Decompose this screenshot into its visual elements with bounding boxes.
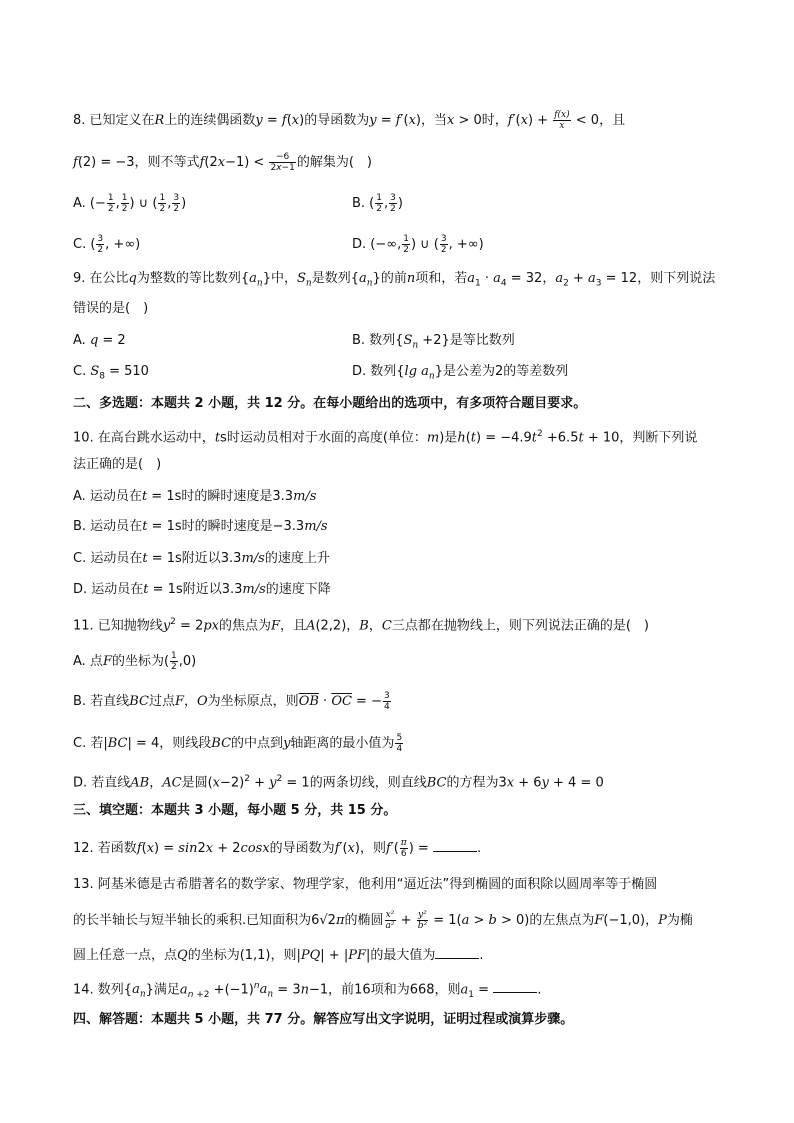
q13-line1: 13. 阿基米德是古希腊著名的数学家、物理学家，他利用“逼近法”得到椭圆的面积除以圆周率等于椭圆 [73,877,658,892]
q10-option-a: A. 运动员在t = 1s时的瞬时速度是3.3m/s [73,489,317,504]
q13-line3: 圆上任意一点，点Q的坐标为(1,1)，则|PQ| + |PF|的最大值为 . [73,948,484,963]
q9-option-a: A. q = 2 [73,333,126,348]
q10-option-c: C. 运动员在t = 1s附近以3.3m/s的速度上升 [73,551,330,566]
q14-answer-blank[interactable] [493,980,537,993]
q9-line2: 错误的是( ) [73,301,149,316]
q8-option-b: B. ( $\frac{1}{2}$ , $\frac{3}{2}$ ) [352,193,403,214]
q13-answer-blank[interactable] [435,946,479,959]
q8-line1: 8. 已知定义在R上的连续偶函数y = f(x)的导函数为y = f′(x)，当x > 0时，f′(x) + $\frac{f(x)}{x}$ < 0，且 [73,110,626,131]
q9-line1: 9. 在公比q为整数的等比数列$\{a_n\}$中，$S_n$是数列$\{a_n\}$的前n项和，若$a_1 \cdot a_4 = 32$，$a_2 + a_3 = 12$，则下列说法 [73,271,716,289]
q8-option-a: A. (− $\frac{1}{2}$ , $\frac{1}{2}$ ) ∪ ( $\frac{1}{2}$ , $\frac{3}{2}$ ) [73,193,187,214]
q11-option-d: D. 若直线AB，AC是圆$(x-2)^2 + y^2 = 1$的两条切线，则直线BC的方程为3x + 6y + 4 = 0 [73,774,604,791]
q9-option-c: C. $S_8 = 510$ [73,364,149,382]
section-3-heading: 三、填空题：本题共 3 小题，每小题 5 分，共 15 分。 [73,803,397,818]
q8-option-d: D. (−∞, $\frac{1}{2}$ ) ∪ ( $\frac{3}{2}$ , +∞) [352,234,484,255]
q10-line1: 10. 在高台跳水运动中，ts时运动员相对于水面的高度(单位：m)是$h(t) = -4.9t^2 +6.5t + 10$，判断下列说 [73,429,698,446]
section-4-heading: 四、解答题：本题共 5 小题，共 77 分。解答应写出文字说明，证明过程或演算步骤。 [73,1012,574,1027]
q11-line1: 11. 已知抛物线$y^2 = 2px$的焦点为F，且A(2,2)，B，C三点都在抛物线上，则下列说法正确的是( ) [73,617,649,634]
q12-answer-blank[interactable] [433,839,477,852]
section-2-heading: 二、多选题：本题共 2 小题，共 12 分。在每小题给出的选项中，有多项符合题目要求。 [73,396,587,411]
q11-option-a: A. 点F的坐标为( $\frac{1}{2}$ ,0) [73,651,197,672]
q14: 14. 数列$\{a_n\}$满足$a_{n +2} +(-1)^na_n = 3n-1$，前16项和为668，则$a_1$ = . [73,981,542,1000]
q11-option-c: C. 若|BC| = 4，则线段BC的中点到y轴距离的最小值为 $\frac{5}{4}$ [73,733,403,754]
q9-option-b: B. 数列$\{S_n +2\}$是等比数列 [352,333,515,351]
q10-option-d: D. 运动员在t = 1s附近以3.3m/s的速度下降 [73,582,331,597]
q10-option-b: B. 运动员在t = 1s时的瞬时速度是−3.3m/s [73,519,328,534]
q12: 12. 若函数f(x) = sin2x + 2cosx的导函数为f′(x)，则f′( $\frac{\pi}{6}$ ) = . [73,838,482,859]
q10-line2: 法正确的是( ) [73,457,162,472]
q9-option-d: D. 数列{lg $a_n$}是公差为2的等差数列 [352,364,569,382]
q13-line2: 的长半轴长与短半轴长的乘积.已知面积为6√2π的椭圆 $\frac{\text{x²}}{\text{a²}}$ + $\frac{\text{y²}}{\text{b²}}$ = 1(a > b > 0)的左焦点为F(−1,0)，P为椭 [73,910,693,931]
q8-line2: f(2) = −3，则不等式f(2x−1) < $\frac{-6}{2x-1}$ 的解集为( ) [73,152,372,173]
q11-option-b: B. 若直线BC过点F，O为坐标原点，则$\overline{OB} \cdot \overline{OC}$ = − $\frac{3}{4}$ [73,691,390,712]
q8-option-c: C. ( $\frac{3}{2}$ , +∞) [73,234,141,255]
